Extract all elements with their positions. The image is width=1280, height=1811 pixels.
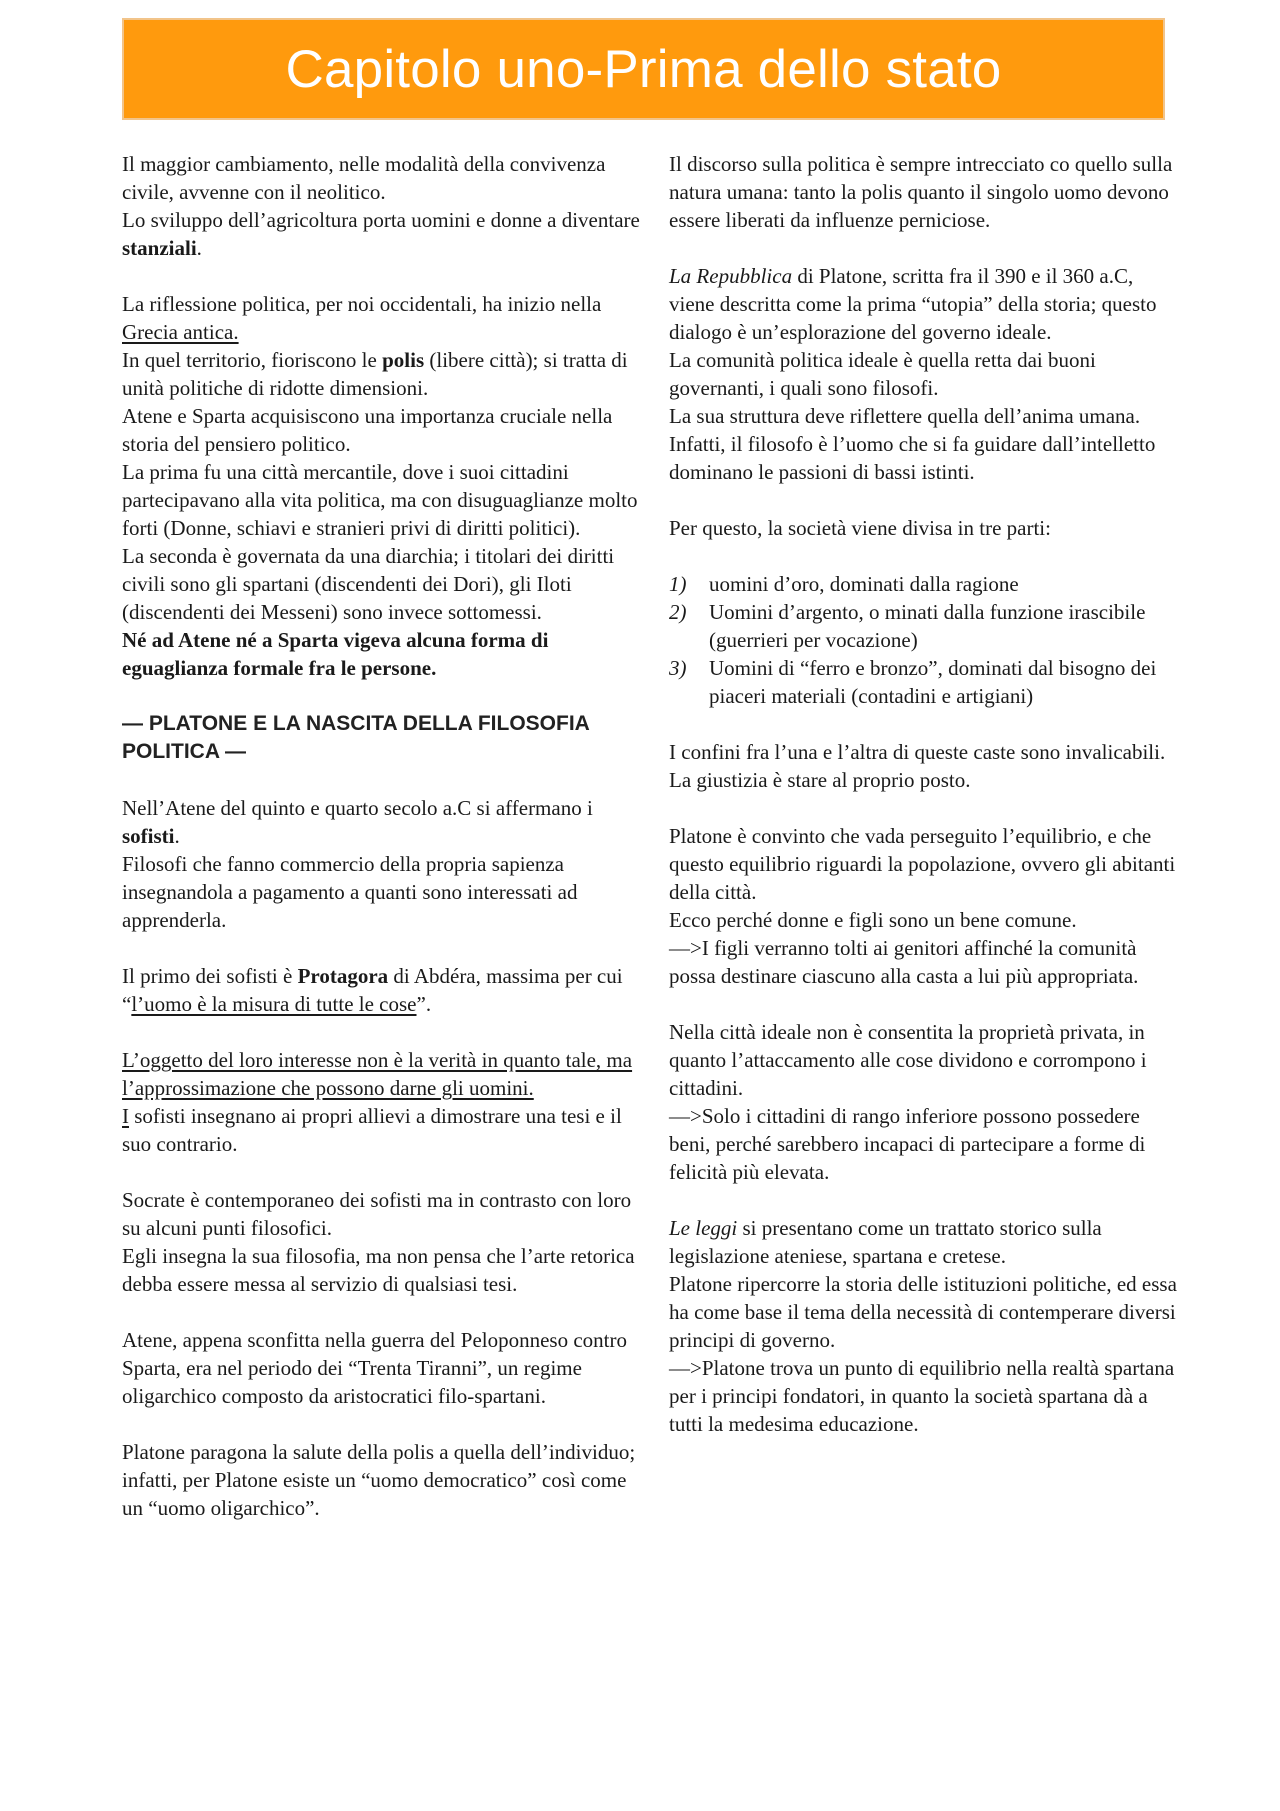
paragraph-confini: I confini fra l’una e l’altra di queste caste sono invalicabili. La giustizia è stare al proprio posto. bbox=[669, 740, 1166, 792]
paragraph-equilibrio: Platone è convinto che vada perseguito l’equilibrio, e che questo equilibrio riguardi la popolazione, ovvero gli abitanti della città. Ecco perché donne e figli sono un bene comune. —>I figli verranno tolti ai genitori affinché la comunità possa destinare ciascuno alla casta a lui più appropriata. bbox=[669, 824, 1176, 988]
caste-list bbox=[669, 570, 1179, 710]
paragraph-leggi: Le leggi si presentano come un trattato storico sulla legislazione ateniese, spartana e cretese. Platone ripercorre la storia delle istituzioni politiche, ed essa ha come base il tema della necessità di contemperare diversi principi di governo. —>Platone trova un punto di equilibrio nella realtà spartana per i principi fondatori, in quanto la società spartana dà a tutti la medesima educazione. bbox=[669, 1216, 1177, 1436]
paragraph-atene: Atene, appena sconfitta nella guerra del Peloponneso contro Sparta, era nel periodo dei “Trenta Tiranni”, un regime oligarchico composto da aristocratici filo-spartani. bbox=[122, 1328, 627, 1408]
paragraph-socrate: Socrate è contemporaneo dei sofisti ma in contrasto con loro su alcuni punti filosofici. Egli insegna la sua filosofia, ma non pensa che l’arte retorica debba essere messa al servizio di qualsiasi tesi. bbox=[122, 1188, 635, 1296]
title-banner bbox=[122, 18, 1165, 120]
right-column bbox=[669, 150, 1179, 1466]
page-title: Capitolo uno-Prima dello stato bbox=[285, 39, 1002, 99]
bold-statement: Né ad Atene né a Sparta vigeva alcuna forma di eguaglianza formale fra le persone. bbox=[122, 628, 549, 680]
paragraph-tre-parti: Per questo, la società viene divisa in tre parti: bbox=[669, 516, 1051, 540]
paragraph-platone-polis: Platone paragona la salute della polis a quella dell’individuo; infatti, per Platone esiste un “uomo democratico” così come un “uomo oligarchico”. bbox=[122, 1440, 636, 1520]
section-heading: — PLATONE E LA NASCITA DELLA FILOSOFIA POLITICA — bbox=[122, 712, 590, 763]
paragraph-repubblica: La Repubblica di Platone, scritta fra il 390 e il 360 a.C, viene descritta come la prima “utopia” della storia; questo dialogo è un’esplorazione del governo ideale. La comunità politica ideale è quella retta dai buoni governanti, i quali sono filosofi. La sua struttura deve riflettere quella dell’anima umana. Infatti, il filosofo è l’uomo che si fa guidare dall’intelletto dominano le passioni di bassi istinti. bbox=[669, 264, 1157, 484]
left-column bbox=[122, 150, 642, 1550]
link-grecia-antica: Grecia antica. bbox=[122, 320, 239, 344]
paragraph-grecia: La riflessione politica, per noi occidentali, ha inizio nella Grecia antica. In quel territorio, fioriscono le polis (libere città); si tratta di unità politiche di ridotte dimensioni. Atene e Sparta acquisiscono una importanza cruciale nella storia del pensiero politico. La prima fu una città mercantile, dove i suoi cittadini partecipavano alla vita politica, ma con disuguaglianze molto forti (Donne, schiavi e stranieri privi di diritti politici). La seconda è governata da una diarchia; i titolari dei diritti civili sono gli spartani (discendenti dei Dori), gli Iloti (discendenti dei Messeni) sono invece sottomessi. Né ad Atene né a Sparta vigeva alcuna forma di eguaglianza formale fra le persone. bbox=[122, 292, 638, 680]
paragraph-natura-umana: Il discorso sulla politica è sempre intrecciato co quello sulla natura umana: tanto la polis quanto il singolo uomo devono essere liberati da influenze perniciose. bbox=[669, 152, 1173, 232]
list-item: 1) uomini d’oro, dominati dalla ragione bbox=[669, 572, 1019, 596]
paragraph-neolitico: Il maggior cambiamento, nelle modalità della convivenza civile, avvenne con il neolitico. Lo sviluppo dell’agricoltura porta uomini e donne a diventare stanziali. bbox=[122, 152, 640, 260]
paragraph-sofisti: Nell’Atene del quinto e quarto secolo a.C si affermano i sofisti. Filosofi che fanno commercio della propria sapienza insegnandola a pagamento a quanti sono interessati ad apprenderla. bbox=[122, 796, 593, 932]
list-item: 3) Uomini di “ferro e bronzo”, dominati dal bisogno dei piaceri materiali (contadini e artigiani) bbox=[669, 656, 1157, 708]
list-item: 2) Uomini d’argento, o minati dalla funzione irascibile (guerrieri per vocazione) bbox=[669, 600, 1146, 652]
paragraph-protagora: Il primo dei sofisti è Protagora di Abdéra, massima per cui “l’uomo è la misura di tutte le cose”. bbox=[122, 964, 623, 1016]
paragraph-oggetto: L’oggetto del loro interesse non è la verità in quanto tale, ma l’approssimazione che possono darne gli uomini. I sofisti insegnano ai propri allievi a dimostrare una tesi e il suo contrario. bbox=[122, 1048, 633, 1156]
paragraph-proprieta: Nella città ideale non è consentita la proprietà privata, in quanto l’attaccamento alle cose dividono e corrompono i cittadini. —>Solo i cittadini di rango inferiore possono possedere beni, perché sarebbero incapaci di partecipare a forme di felicità più elevata. bbox=[669, 1020, 1147, 1184]
